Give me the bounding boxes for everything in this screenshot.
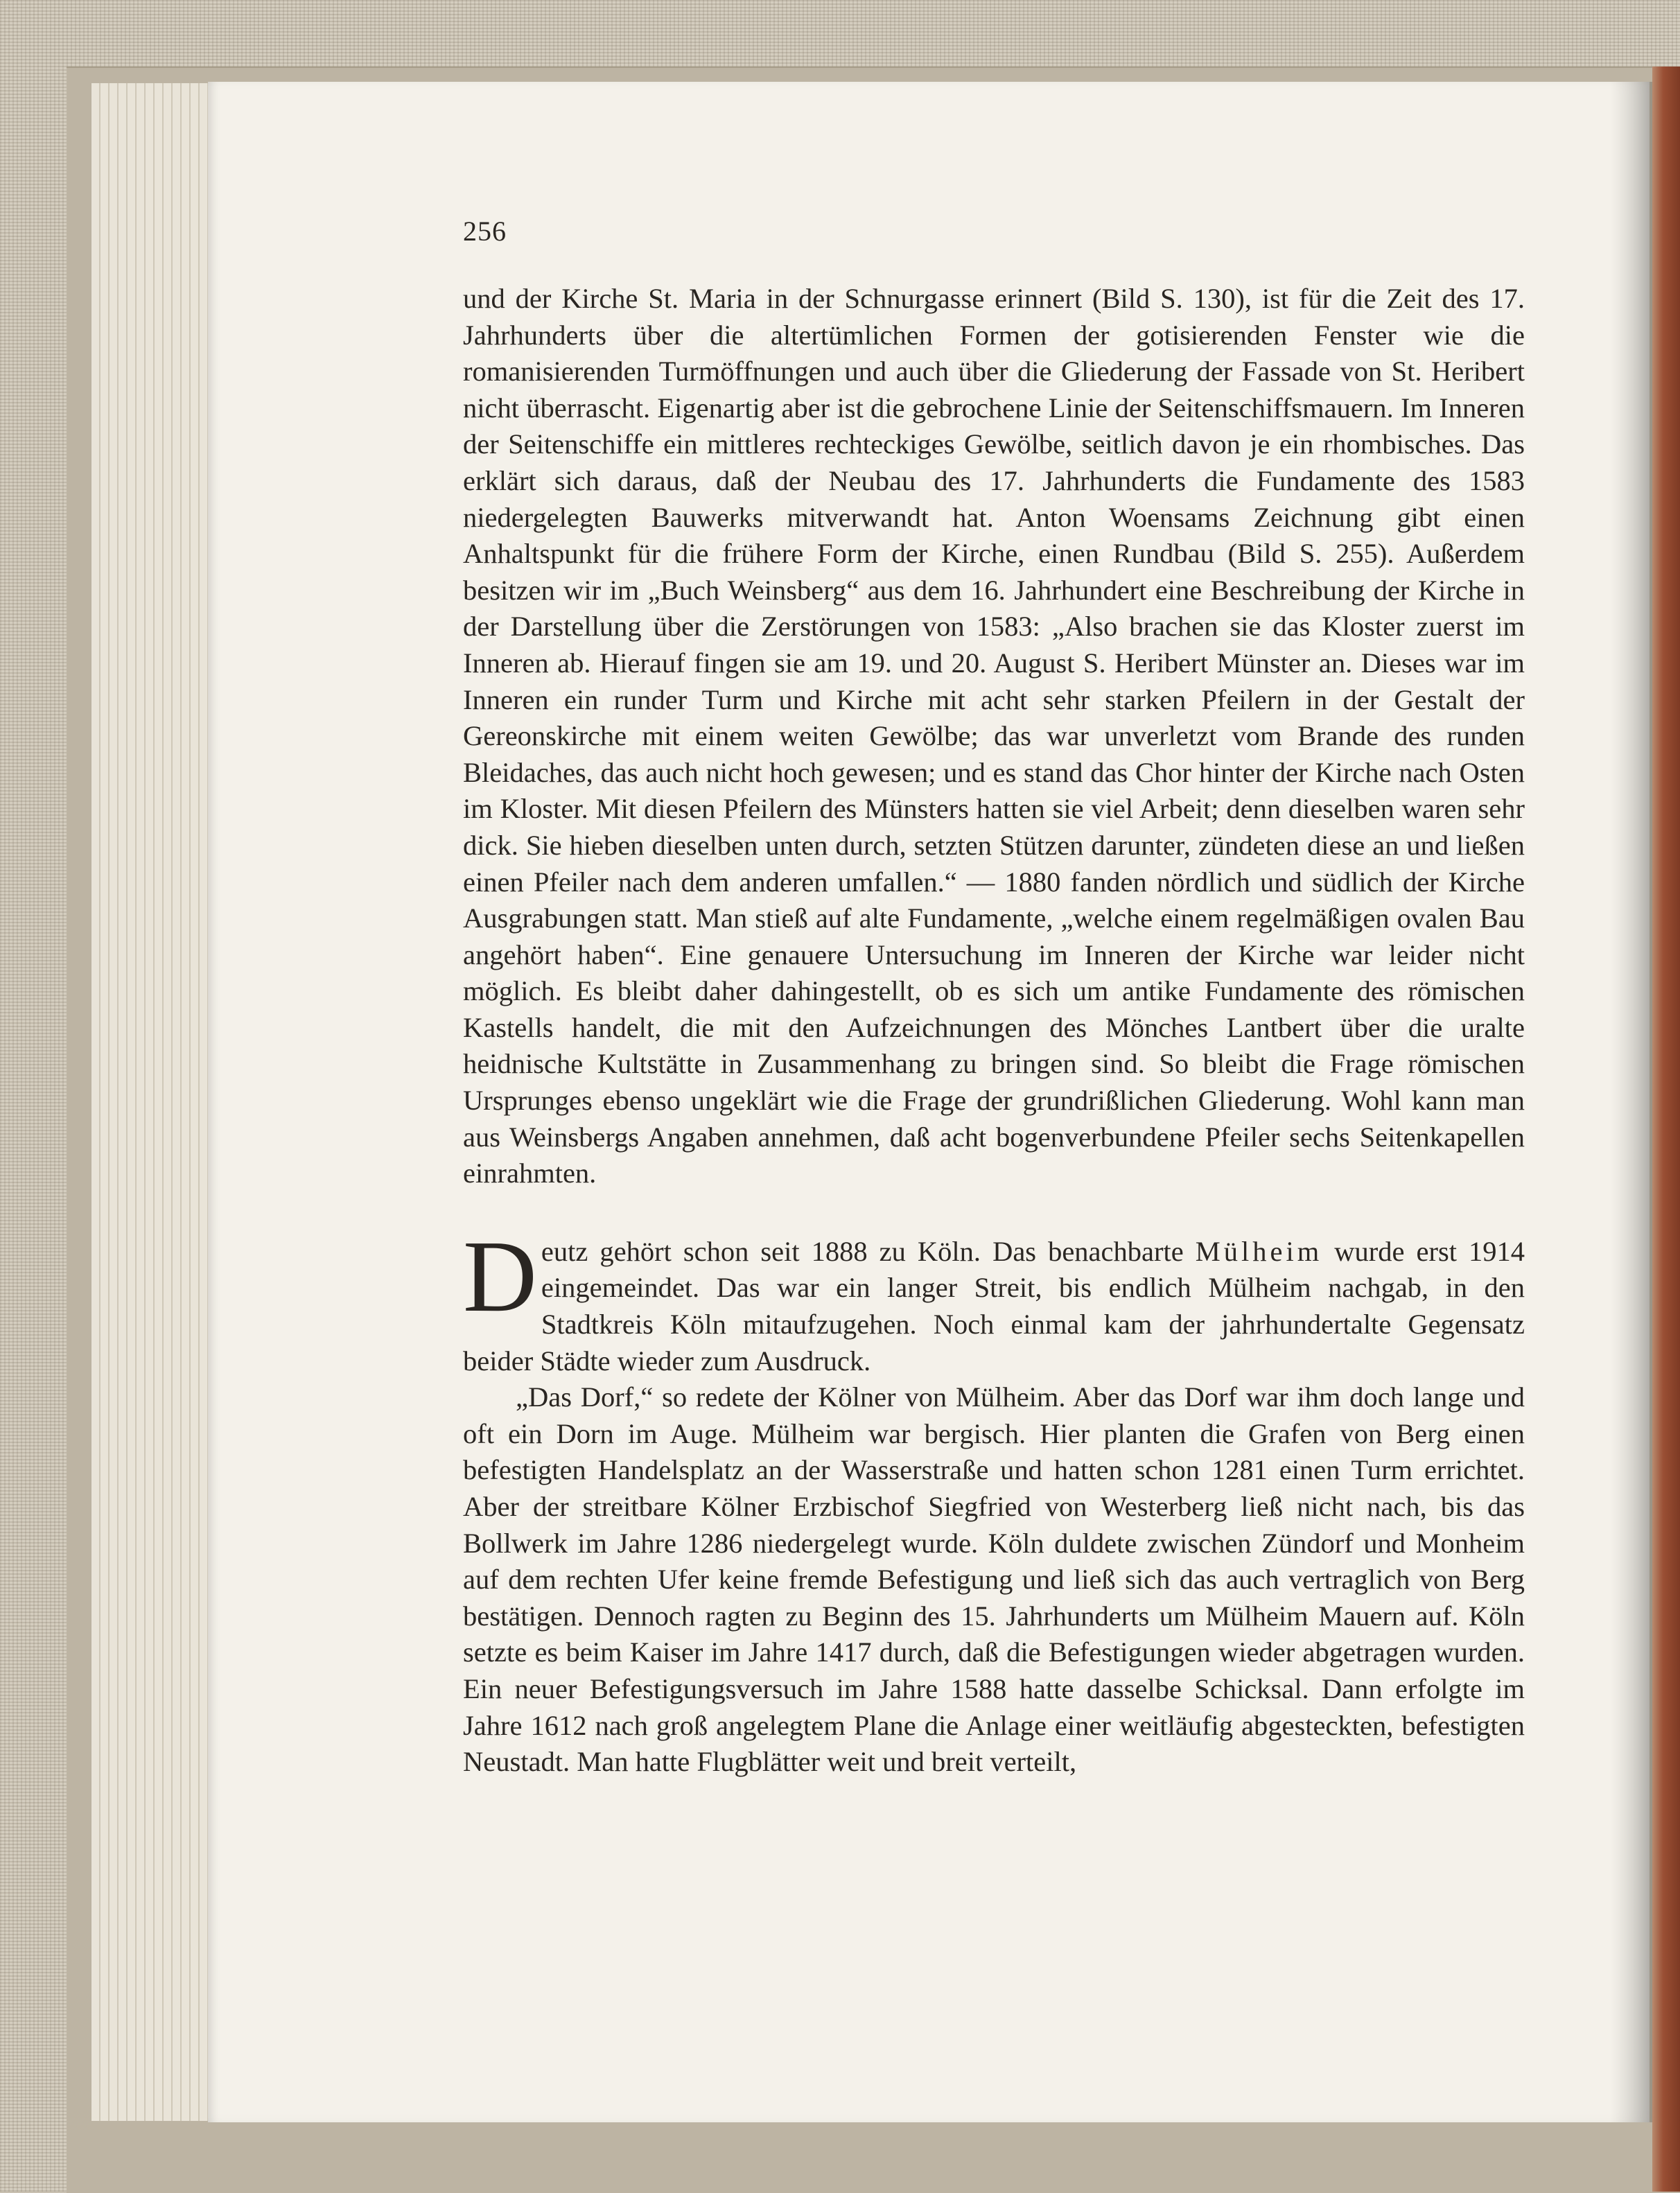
paragraph-dorf: „Das Dorf,“ so redete der Kölner von Mülheim. Aber das Dorf war ihm doch lange und oft ein Dorn im Auge. Mülheim war bergisch. Hier planten die Grafen von Berg einen befestigten Handelsplatz an der Wasserstraße und hatten schon 1281 einen Turm errichtet. Aber der streitbare Kölner Erzbischof Siegfried von Westerberg ließ nicht nach, bis das Bollwerk im Jahre 1286 niedergelegt wurde. Köln duldete zwischen Zündorf und Monheim auf dem rechten Ufer keine fremde Befestigung und ließ sich das auch vertraglich von Berg bestätigen. Dennoch ragten zu Beginn des 15. Jahrhunderts um Mülheim Mauern auf. Köln setzte es beim Kaiser im Jahre 1417 durch, daß die Befestigungen wieder abgetragen wurden. Ein neuer Befestigungsversuch im Jahre 1588 hatte dasselbe Schicksal. Dann erfolgte im Jahre 1612 nach groß angelegtem Plane die Anlage einer weitläufig abgesteckten, befestigten Neustadt. Man hatte Flugblätter weit und breit verteilt, [463,1381,1525,1778]
book-spine-edge [1652,67,1680,2192]
spaced-word-muelheim: Mülheim [1195,1235,1323,1267]
page-number: 256 [463,216,507,247]
deutz-rest-text: wurde erst 1914 eingemeindet. Das war ein langer Streit, bis endlich Mülheim nachgab, in den Stadtkreis Köln mitaufzugehen. Noch einmal kam der jahrhundertalte Gegensatz beider Städte wieder zum Ausdruck. [463,1235,1525,1377]
paragraph-heribert: und der Kirche St. Maria in der Schnurgasse erinnert (Bild S. 130), ist für die Zeit des 17. Jahrhunderts über die altertümlichen Formen der gotisierenden Fenster wie die romanisierenden Turmöffnungen und auch über die Gliederung der Fassade von St. Heribert nicht überrascht. Eigenartig aber ist die gebrochene Linie der Seitenschiffsmauern. Im Inneren der Seitenschiffe ein mittleres rechteckiges Gewölbe, seitlich davon je ein rhombisches. Das erklärt sich daraus, daß der Neubau des 17. Jahrhunderts die Fundamente des 1583 niedergelegten Bauwerks mitverwandt hat. Anton Woensams Zeichnung gibt einen Anhaltspunkt für die frühere Form der Kirche, einen Rundbau (Bild S. 255). Außerdem besitzen wir im „Buch Weinsberg“ aus dem 16. Jahrhundert eine Beschreibung der Kirche in der Darstellung über die Zerstörungen von 1583: „Also brachen sie das Kloster zuerst im Inneren ab. Hierauf fingen sie am 19. und 20. August S. Heribert Münster an. Dieses war im Inneren ein runder Turm und Kirche mit acht sehr starken Pfeilern in der Gestalt der Gereonskirche mit einem weiten Gewölbe; das war unverletzt vom Brande des runden Bleidaches, das auch nicht hoch gewesen; und es stand das Chor hinter der Kirche nach Osten im Kloster. Mit diesen Pfeilern des Münsters hatten sie viel Arbeit; denn dieselben waren sehr dick. Sie hieben dieselben unten durch, setzten Stützen darunter, zündeten diese an und ließen einen Pfeiler nach dem anderen umfallen.“ — 1880 fanden nördlich und südlich der Kirche Ausgrabungen statt. Man stieß auf alte Fundamente, „welche einem regelmäßigen ovalen Bau angehört haben“. Eine genauere Untersuchung im Inneren der Kirche war leider nicht möglich. Es bleibt daher dahingestellt, ob es sich um antike Fundamente des römischen Kastells handelt, die mit den Aufzeichnungen des Mönches Lantbert über die uralte heidnische Kultstätte in Zusammenhang zu bringen sind. So bleibt die Frage römischen Ursprunges ebenso ungeklärt wie die Frage der grundrißlichen Gliederung. Wohl kann man aus Weinsbergs Angaben annehmen, daß acht bogenverbundene Pfeiler sechs Seitenkapellen einrahmten. [463,283,1525,1189]
body-text [463,281,1525,1781]
gutter-shadow [1611,82,1652,2122]
section-gap [463,1192,1525,1234]
drop-cap: D [463,1219,537,1334]
deutz-lead-text: eutz gehört schon seit 1888 zu Köln. Das benachbarte [541,1235,1196,1267]
paragraph-deutz [463,1219,1525,1379]
